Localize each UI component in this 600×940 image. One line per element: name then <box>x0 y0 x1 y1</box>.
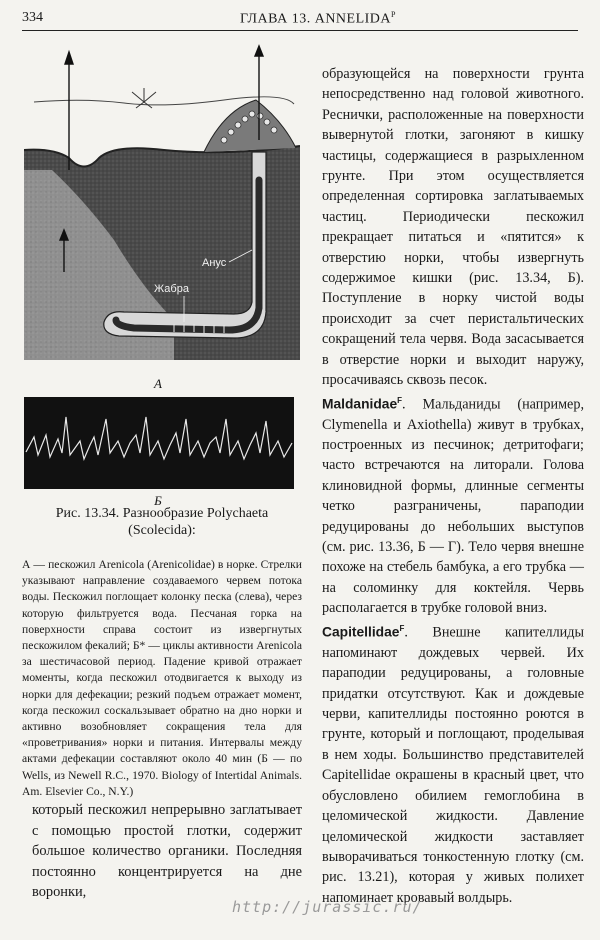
watermark-url: http://jurassic.ru/ <box>232 898 423 916</box>
panel-a-label: А <box>154 376 162 391</box>
legend-text: А — пескожил Arenicola (Arenicolidae) в норке. Стрелки указывают направление создаваемого червем потока воды. Пескожил поглощает колонку песка (слева), через которую фильтруется вода. Песчаная горка на поверхности справа состоит из извергнутых пескожилом фекалий; Б* — циклы активности Arenicola за шестичасовой период. Падение кривой отражает моменты, когда пескожил отодвигается к выходу из норки для дефекации; резкий подъем отражает момент, когда пескожил соскальзывает обратно на дно норки и активно возобновляет сокращения тела для «проветривания» норки и питания. Интервалы между актами дефекации составляют около 40 мин (Б — по Wells, из Newell R.C., 1970. Biology of Intertidal Animals. Am. Elsevier Co., N.Y.) <box>22 558 302 798</box>
left-column-text <box>32 800 302 903</box>
burrow-diagram-icon <box>24 40 300 370</box>
label-gill: Жабра <box>154 283 189 295</box>
left-paragraph: который пескожил непрерывно заглатывает с помощью простой глотки, содержит большое количество органики. Последняя постоянно концентрируется на дне воронки, <box>32 802 302 900</box>
term-maldanidae: Maldanidae <box>322 396 398 412</box>
term-capitellidae: Capitellidae <box>322 624 400 640</box>
right-paragraph-1: образующейся на поверхности грунта непосредственно над головой животного. Реснички, расположенные на поверхности вывернутой глотки, загоняют в кишку частицы, содержащиеся в разрыхленном грунте. При этом осуществляется определенная сортировка заглатываемых частиц. Периодически пескожил прекращает питаться и «пятится» к отверстию норки, чтобы извергнуть содержимое кишки (рис. 13.34, Б). Поступление в норку чистой воды происходит за счет перистальтических сокращений тела червя. Вода засасывается в отверстие норки и выходит наружу, просачиваясь сквозь песок. <box>322 66 584 389</box>
figure-caption: Рис. 13.34. Разнообразие Polychaeta (Scolecida): <box>55 506 269 538</box>
page-number: 334 <box>22 10 43 25</box>
label-anus: Анус <box>202 257 227 269</box>
maldanidae-paragraph: Maldanidae$^F$. Мальданиды (например, Clymenella и Axiothella) живут в трубках, построенных из песчинок; детритофаги; часто встречаются на литорали. Голова клиновидной формы, длинные сегменты четко разграничены, параподии редуцированы до небольших выступов (см. рис. 13.36, Б — Г). Тело червя внешне похоже на стебель бамбука, а его трубка — на соломинку для коктейля. Червь располагается в трубке головой вниз. <box>322 395 584 617</box>
chapter-title: ГЛАВА 13. $ANNELIDA^P$ <box>240 10 396 27</box>
figure-legend <box>22 557 302 800</box>
page-header <box>22 8 578 31</box>
panel-b-label: Б <box>154 493 162 508</box>
capitellidae-paragraph: Capitellidae$^F$. Внешне капителлиды напоминают дождевых червей. Их параподии редуцированы, а головные придатки отсутствуют. Как и дождевые черви, капителлиды постоянно роются в грунте, который и поглощают, проделывая в нем ходы. Большинство представителей Capitellidae окрашены в красный цвет, что обусловлено обилием гемоглобина в целомической жидкости. Давление целомической жидкости заставляет выворачиваться тонкостенную глотку (см. рис. 13.21), которая у живых полихет напоминает кровавый волдырь. <box>322 623 584 906</box>
right-column-text <box>322 64 584 908</box>
activity-trace-icon <box>24 397 294 489</box>
